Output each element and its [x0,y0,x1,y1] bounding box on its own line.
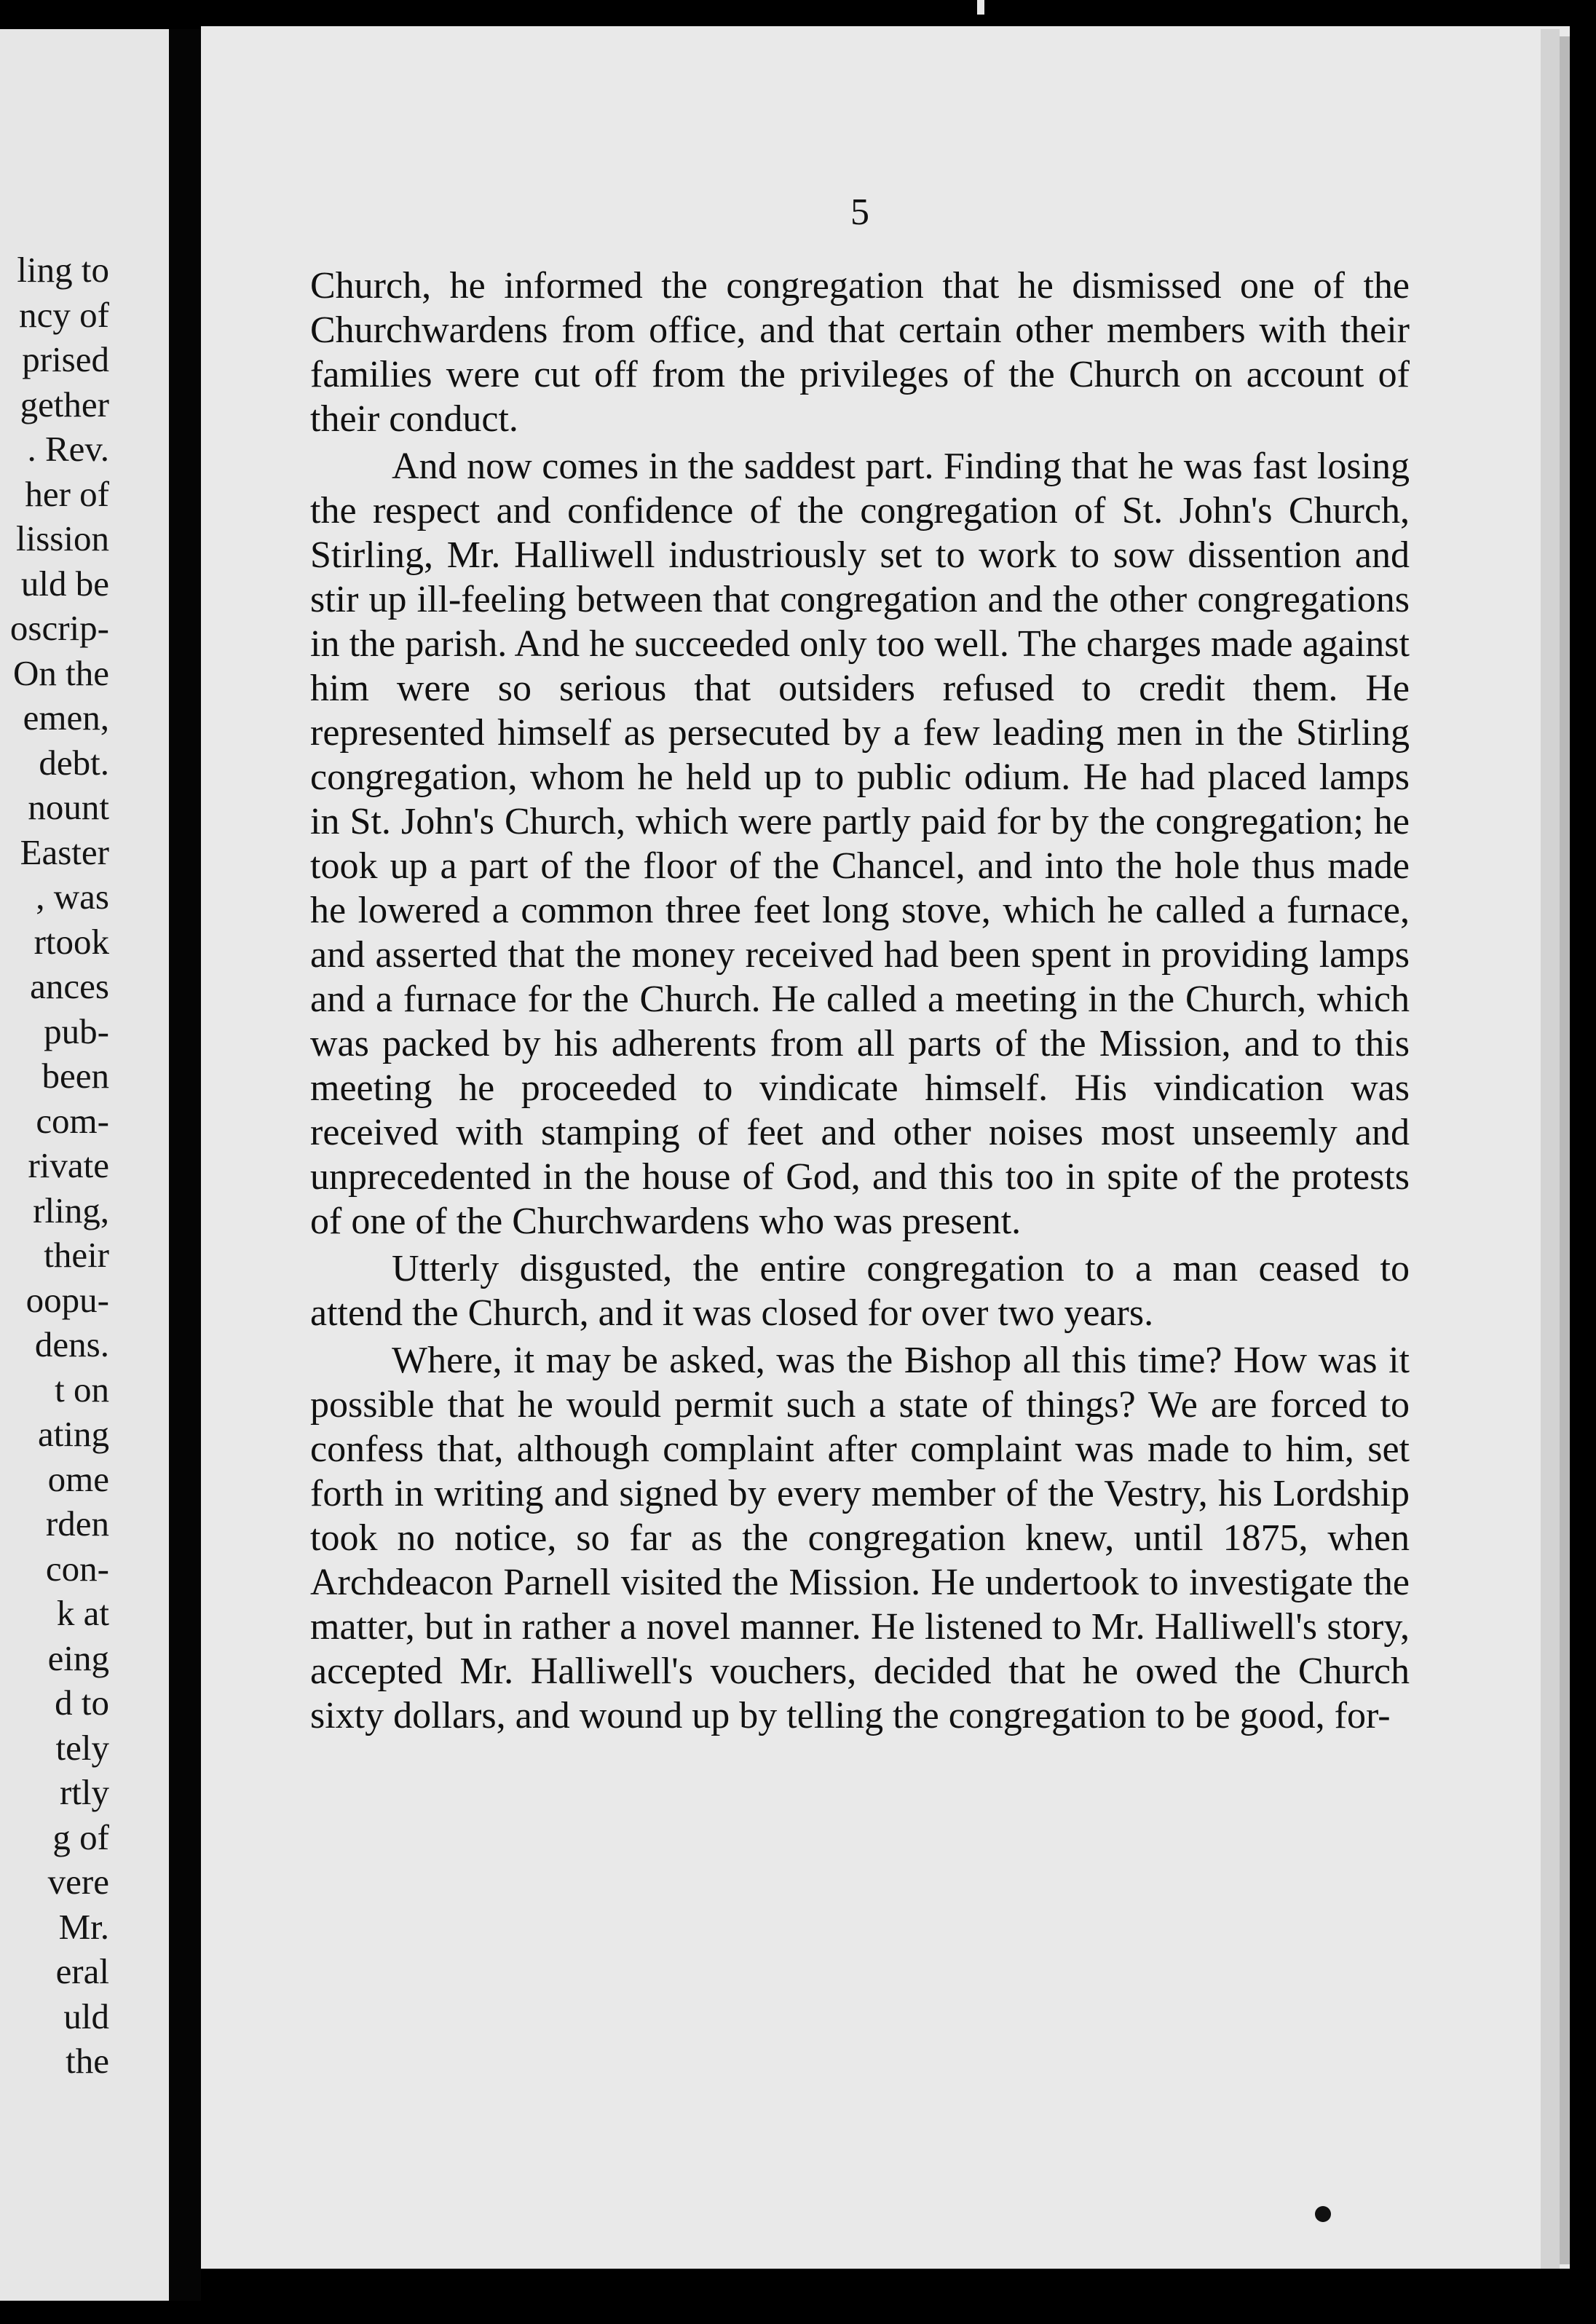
left-line: oopu- [25,1279,109,1320]
left-line: ome [47,1458,109,1499]
left-line: rtly [59,1772,109,1812]
page-number: 5 [850,191,869,233]
left-line: d to [55,1683,109,1723]
paragraph: Where, it may be asked, was the Bishop all this time? How was it possible that he would permit such a state of things? We are forced to confess that, although complaint after complaint was made to him, set forth in writing and signed by every member of the Vestry, his Lordship took no notice, so far as the congregation knew, until 1875, when Archdeacon Parnell visited the Mission. He undertook to investigate the matter, but in rather a novel manner. He listened to Mr. Halliwell's story, accepted Mr. Halliwell's vouchers, decided that he owed the Church sixty dollars, and wound up by telling the congregation to be good, for- [310,1340,1410,1736]
left-line: con- [45,1548,109,1589]
left-line: . Rev. [27,429,109,469]
left-line: pub- [44,1011,109,1051]
left-line: the [66,2041,109,2081]
left-line: uld [63,1996,109,2036]
left-line: ances [30,966,109,1006]
left-line: Mr. [58,1906,109,1947]
left-line: dens. [34,1324,109,1364]
left-line: eral [55,1951,109,1991]
left-line: lission [16,518,109,558]
left-line: ating [38,1414,109,1454]
left-line: rivate [28,1145,109,1185]
left-line: rtook [33,921,109,962]
left-line: nount [28,787,109,827]
page-edge-shadow [1560,36,1570,2264]
left-page-text [0,248,109,2084]
left-facing-page [0,29,169,2301]
left-line: her of [25,473,109,514]
left-line: rling, [33,1190,109,1230]
left-line: debt. [39,742,109,783]
left-line: emen, [23,697,109,738]
left-line: gether [20,384,109,424]
left-line: eing [47,1637,109,1678]
left-line: vere [47,1862,109,1902]
left-line: been [42,1056,109,1096]
paragraph: Utterly disgusted, the entire congregation to a man ceased to attend the Church, and it was closed for over two years. [310,1248,1410,1334]
left-line: Easter [20,831,109,872]
left-line: tely [55,1727,109,1768]
left-line: rden [45,1503,109,1544]
left-line: t on [55,1369,109,1410]
ink-spot [1315,2206,1331,2222]
left-line: , was [36,877,109,917]
left-line: k at [56,1593,109,1633]
book-gutter [169,29,201,2301]
left-line: g of [52,1817,109,1857]
left-line: uld be [20,563,109,604]
left-line: their [44,1235,109,1275]
left-line: com- [36,1100,109,1141]
left-line: ncy of [19,294,109,335]
left-line: prised [22,339,109,379]
body-text [310,264,1410,1741]
page-edge [1541,29,1560,2269]
paragraph: Church, he informed the congregation that he dismissed one of the Churchwardens from office, and that certain other members with their families were cut off from the privileges of the Church on account of their conduct. [310,265,1410,440]
left-line: oscrip- [9,608,109,648]
left-line: ling to [17,250,109,290]
page-edge-mark [977,0,984,15]
left-line: On the [13,652,109,693]
paragraph: And now comes in the saddest part. Finding that he was fast losing the respect and confidence of the congregation of St. John's Church, Stirling, Mr. Halliwell industriously set to work to sow dissention and stir up ill-feeling between that congregation and the other congregations in the parish. And he succeeded only too well. The charges made against him were so serious that outsiders refused to credit them. He represented himself as persecuted by a few leading men in the Stirling congregation, whom he held up to public odium. He had placed lamps in St. John's Church, which were partly paid for by the congregation; he took up a part of the floor of the Chancel, and into the hole thus made he lowered a common three feet long stove, which he called a furnace, and asserted that the money received had been spent in providing lamps and a furnace for the Church. He called a meeting in the Church, which was packed by his adherents from all parts of the Mission, and to this meeting he proceeded to vindicate himself. His vindication was received with stamping of feet and other noises most unseemly and unprecedented in the house of God, and this too in spite of the protests of one of the Churchwardens who was present. [310,446,1410,1242]
